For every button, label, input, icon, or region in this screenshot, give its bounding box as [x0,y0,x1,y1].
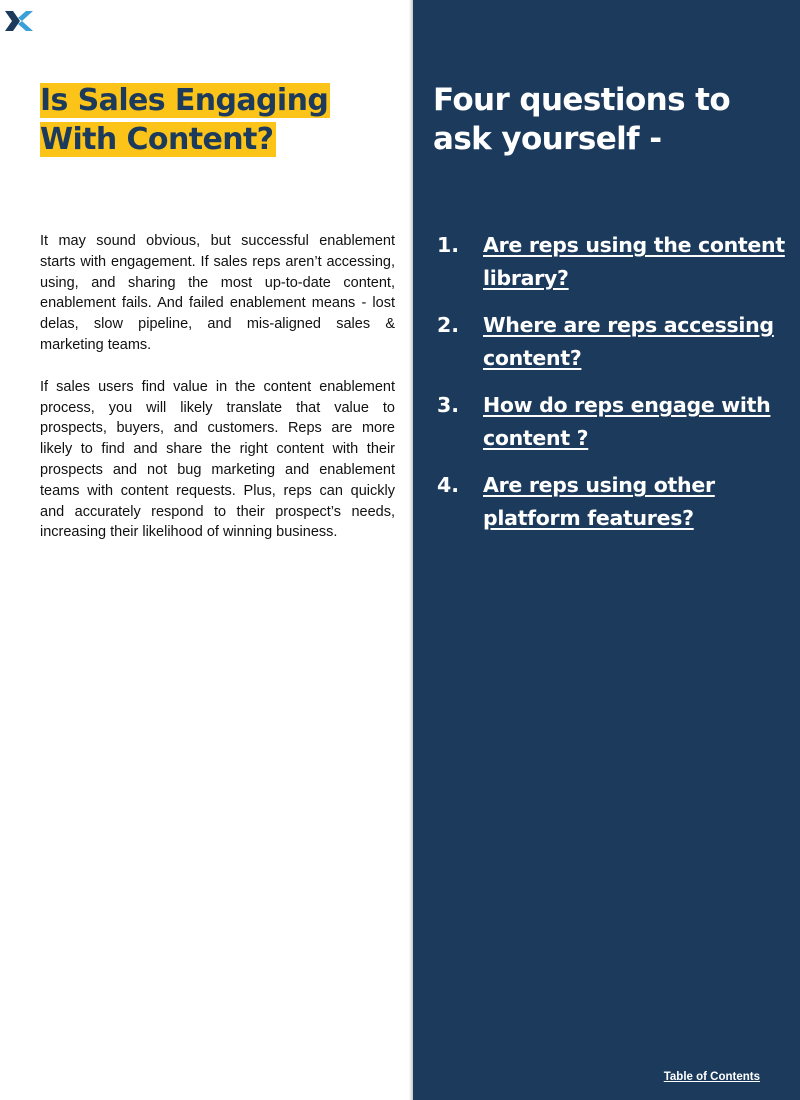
title-line-2: With Content? [40,122,274,157]
question-item-3 [437,389,787,455]
question-link-accessing-content[interactable]: Where are reps accessing content? [483,313,774,370]
question-link-engage-content[interactable]: How do reps engage with content ? [483,393,771,450]
question-number: 2. [437,313,460,337]
body-paragraph-1: It may sound obvious, but successful enablement starts with engagement. If sales reps aren’t accessing, using, and sharing the most up-to-date content, enablement fails. And failed enablement means - lost delas, slow pipeline, and mis-aligned sales & marketing teams. [40,233,395,353]
title-line-1: Is Sales Engaging [40,83,329,118]
question-number: 1. [437,233,460,257]
body-paragraph-2: If sales users find value in the content enablement process, you will likely translate that value to prospects, buyers, and customers. Reps are more likely to find and share the right content with their prospects and not bug marketing and enablement teams with content requests. Plus, reps can quickly and accurately respond to their prospect’s needs, increasing their likelihood of winning business. [40,378,395,541]
question-link-content-library[interactable]: Are reps using the content library? [483,233,785,290]
question-link-platform-features[interactable]: Are reps using other platform features? [483,473,715,530]
question-number: 4. [437,473,460,497]
questions-heading: Four questions to ask yourself - [433,82,731,157]
questions-list [437,229,787,549]
x-logo-icon [5,11,33,31]
right-column [413,0,800,1100]
question-item-1 [437,229,787,295]
page-title [40,81,400,159]
body-text [40,231,395,564]
table-of-contents-link[interactable]: Table of Contents [663,1071,760,1083]
question-item-4 [437,469,787,535]
question-item-2 [437,309,787,375]
question-number: 3. [437,393,460,417]
